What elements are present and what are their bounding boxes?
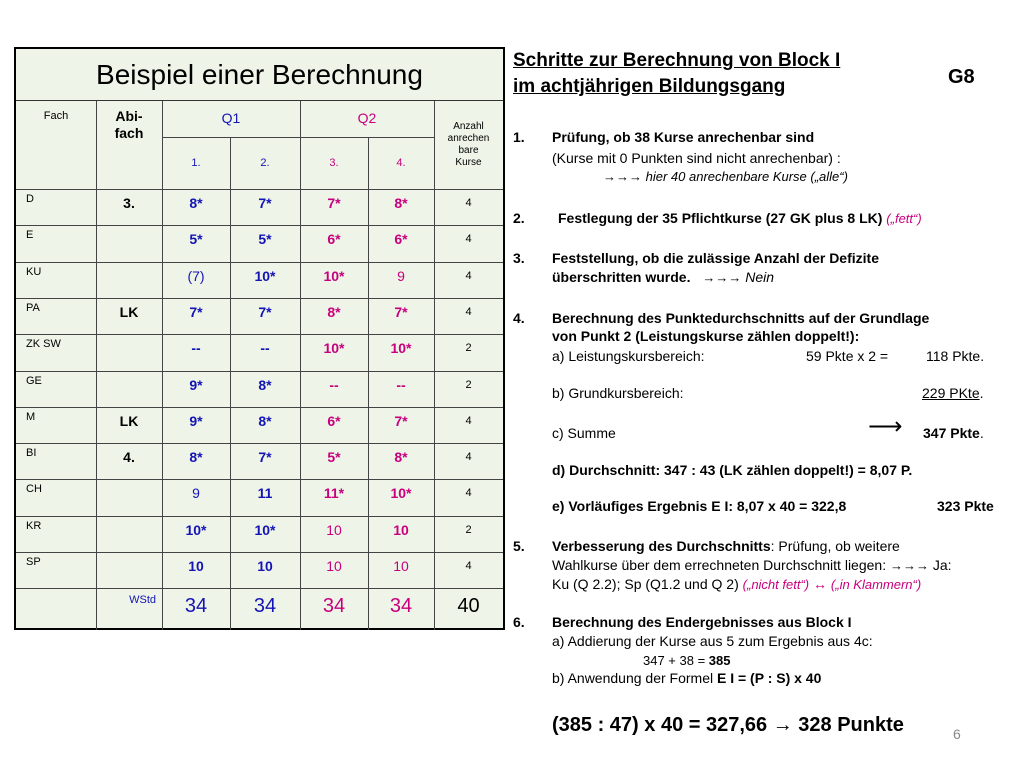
row-abifach: LK <box>119 304 139 320</box>
table-cell: 5* <box>189 231 203 247</box>
table-cell: 9* <box>189 413 203 429</box>
row-fach: PA <box>26 302 40 314</box>
table-cell: 8* <box>394 449 408 465</box>
row-fach: BI <box>26 447 37 459</box>
table-cell: -- <box>191 340 201 356</box>
table-cell: 9 <box>192 485 200 501</box>
table-cell: 7* <box>327 195 341 211</box>
header-semester: 4. <box>396 157 406 169</box>
header-semester: 1. <box>191 157 201 169</box>
table-cell: 10* <box>390 340 412 356</box>
table-cell: 8* <box>189 449 203 465</box>
header-q2: Q2 <box>357 110 377 126</box>
table-cell: -- <box>329 377 339 393</box>
row-fach: KU <box>26 266 42 278</box>
step-4-e: e) Vorläufiges Ergebnis E I: 8,07 x 40 = 322,8 <box>552 498 847 514</box>
step-4-a-calc: 59 Pkte x 2 = <box>806 348 889 364</box>
row-anzahl: 4 <box>465 560 472 572</box>
header-semester: 3. <box>329 157 339 169</box>
page-title <box>513 48 840 100</box>
footer-wstd-value: 34 <box>184 594 208 617</box>
step-3-line-1: Feststellung, ob die zulässige Anzahl der Defizite <box>552 250 879 266</box>
table-cell: 10 <box>188 558 204 574</box>
table-cell: 9* <box>189 377 203 393</box>
calculation-table <box>14 47 505 630</box>
grid-vline <box>96 101 97 630</box>
table-cell: 8* <box>189 195 203 211</box>
footer-wstd-value: 34 <box>253 594 277 617</box>
row-fach: M <box>26 411 36 423</box>
row-fach: GE <box>26 375 42 387</box>
table-cell: 6* <box>327 413 341 429</box>
row-abifach <box>96 262 162 290</box>
table-cell: (7) <box>187 268 205 284</box>
table-cell: 8* <box>258 377 272 393</box>
row-abifach <box>96 334 162 362</box>
table-cell: 10* <box>323 268 345 284</box>
table-cell: 6* <box>394 231 408 247</box>
row-anzahl: 4 <box>465 451 472 463</box>
table-cell: 7* <box>394 304 408 320</box>
table-cell: 10 <box>257 558 273 574</box>
step-4-number: 4. <box>513 310 525 326</box>
table-cell: 7* <box>258 304 272 320</box>
step-5-line-3: Ku (Q 2.2); Sp (Q1.2 und Q 2) („nicht fett“) ↔ („in Klammern“) <box>552 576 922 592</box>
step-4-line-1: Berechnung des Punktedurchschnitts auf der Grundlage <box>552 310 930 326</box>
table-cell: 7* <box>394 413 408 429</box>
step-3-number: 3. <box>513 250 525 266</box>
header-q1: Q1 <box>221 110 241 126</box>
row-anzahl: 4 <box>465 415 472 427</box>
step-6-title: Berechnung des Endergebnisses aus Block I <box>552 614 852 630</box>
step-1-title: Prüfung, ob 38 Kurse anrechenbar sind <box>552 129 815 145</box>
header-anzahl: Anzahl anrechen bare Kurse <box>447 121 490 168</box>
row-fach: SP <box>26 556 41 568</box>
footer-wstd-label: WStd <box>129 594 156 606</box>
step-6-a: a) Addierung der Kurse aus 5 zum Ergebnis aus 4c: <box>552 633 873 649</box>
table-cell: 10 <box>326 558 342 574</box>
step-1-result: →→→ hier 40 anrechenbare Kurse („alle“) <box>603 169 848 184</box>
page-number: 6 <box>953 726 961 742</box>
triple-arrow-icon: →→→ <box>889 558 929 573</box>
table-cell: 5* <box>258 231 272 247</box>
table-cell: 8* <box>258 413 272 429</box>
step-6-a-calc: 347 + 38 = 385 <box>643 653 731 668</box>
table-cell: 7* <box>258 449 272 465</box>
step-5-line-2: Wahlkurse über dem errechneten Durchschnitt liegen: →→→ Ja: <box>552 557 952 573</box>
step-4-b-label: b) Grundkursbereich: <box>552 385 684 401</box>
double-arrow-icon: ↔ <box>813 576 828 592</box>
row-fach: KR <box>26 520 42 532</box>
step-5-number: 5. <box>513 538 525 554</box>
title-line-2: im achtjährigen Bildungsgang <box>513 76 786 97</box>
step-4-c-label: c) Summe <box>552 425 616 441</box>
step-4-c-result: 347 Pkte. <box>923 425 984 441</box>
table-cell: 7* <box>258 195 272 211</box>
table-cell: 11* <box>323 485 345 501</box>
table-cell: 5* <box>327 449 341 465</box>
step-6-b: b) Anwendung der Formel E I = (P : S) x 40 <box>552 670 822 686</box>
row-anzahl: 4 <box>465 233 472 245</box>
row-abifach <box>96 371 162 399</box>
step-2-text: Festlegung der 35 Pflichtkurse (27 GK plus 8 LK) („fett“) <box>558 210 922 226</box>
long-arrow-icon: ⟶ <box>868 413 903 440</box>
table-title: Beispiel einer Berechnung <box>16 49 503 101</box>
step-2-number: 2. <box>513 210 525 226</box>
table-cell: 8* <box>327 304 341 320</box>
row-anzahl: 2 <box>465 524 472 536</box>
row-abifach <box>96 516 162 544</box>
row-anzahl: 4 <box>465 270 472 282</box>
step-4-a-label: a) Leistungskursbereich: <box>552 348 705 364</box>
row-fach: ZK SW <box>26 338 61 350</box>
triple-arrow-icon: →→→ <box>603 169 642 184</box>
title-line-1: Schritte zur Berechnung von Block I <box>513 50 841 71</box>
step-4-e-result: 323 Pkte <box>937 498 994 514</box>
table-cell: 6* <box>327 231 341 247</box>
table-cell: -- <box>396 377 406 393</box>
table-cell: 7* <box>189 304 203 320</box>
row-abifach <box>96 479 162 507</box>
footer-total: 40 <box>457 594 480 617</box>
footer-wstd-value: 34 <box>322 594 346 617</box>
table-cell: 10 <box>393 522 409 538</box>
row-anzahl: 4 <box>465 487 472 499</box>
table-cell: 10* <box>254 268 276 284</box>
table-cell: 10* <box>254 522 276 538</box>
step-5-line-1: Verbesserung des Durchschnitts: Prüfung, ob weitere <box>552 538 900 554</box>
step-1-note: (Kurse mit 0 Punkten sind nicht anrechenbar) : <box>552 150 841 166</box>
row-fach: D <box>26 193 34 205</box>
g8-label: G8 <box>948 66 975 88</box>
triple-arrow-icon: →→→ <box>702 270 742 285</box>
step-4-b-result: 229 PKte. <box>922 385 984 401</box>
row-anzahl: 4 <box>465 306 472 318</box>
table-cell: 11 <box>257 485 273 501</box>
table-cell: 10* <box>390 485 412 501</box>
step-3-line-2: überschritten wurde. →→→ Nein <box>552 269 775 285</box>
step-6-number: 6. <box>513 614 525 630</box>
step-4-a-result: 118 Pkte. <box>926 348 985 364</box>
row-anzahl: 2 <box>465 342 472 354</box>
table-cell: 8* <box>394 195 408 211</box>
table-cell: 10* <box>185 522 207 538</box>
footer-wstd-value: 34 <box>389 594 413 617</box>
row-abifach <box>96 225 162 253</box>
step-1-number: 1. <box>513 129 525 145</box>
final-result: (385 : 47) x 40 = 327,66 → 328 Punkte <box>552 714 904 736</box>
header-fach: Fach <box>43 110 69 122</box>
table-cell: 10 <box>326 522 342 538</box>
table-cell: -- <box>260 340 270 356</box>
row-fach: CH <box>26 483 42 495</box>
row-abifach: 4. <box>123 449 135 465</box>
row-anzahl: 2 <box>465 379 472 391</box>
row-fach: E <box>26 229 34 241</box>
row-anzahl: 4 <box>465 197 472 209</box>
table-cell: 10* <box>323 340 345 356</box>
step-4-d: d) Durchschnitt: 347 : 43 (LK zählen doppelt!) = 8,07 P. <box>552 462 913 478</box>
table-cell: 10 <box>393 558 409 574</box>
step-4-line-2: von Punkt 2 (Leistungskurse zählen doppelt!): <box>552 328 860 344</box>
arrow-right-icon: → <box>772 714 793 736</box>
row-abifach: LK <box>119 413 139 429</box>
header-abifach: Abi- fach <box>114 108 144 141</box>
table-cell: 9 <box>397 268 405 284</box>
row-abifach <box>96 552 162 580</box>
row-abifach: 3. <box>123 195 135 211</box>
header-semester: 2. <box>260 157 270 169</box>
